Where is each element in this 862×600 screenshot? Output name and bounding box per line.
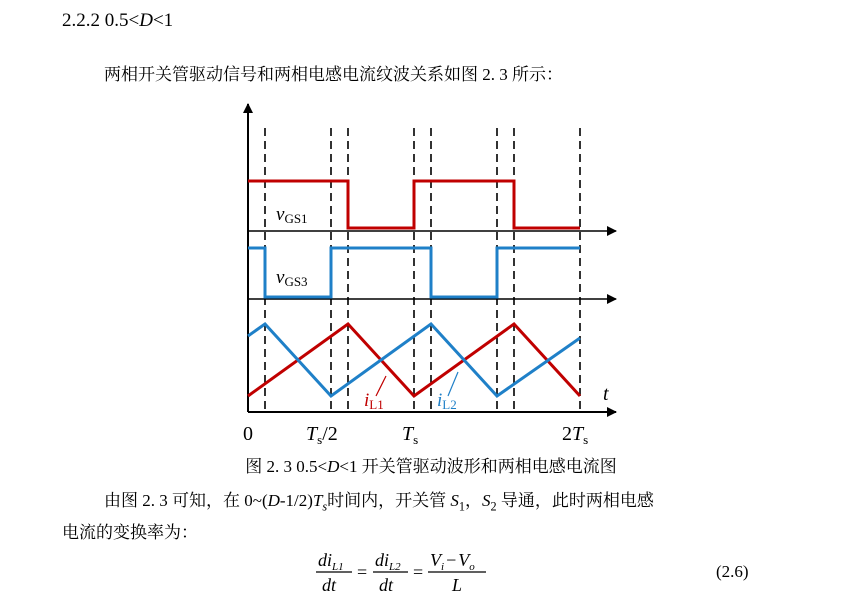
heading-text-end: <1 xyxy=(152,10,174,31)
tick-zero: 0 xyxy=(243,423,253,445)
il2-waveform xyxy=(248,324,580,396)
body-paragraph-line1: 由图 2. 3 可知，在 $0\sim(D-1/2)T_s$时间内，开关管 $S_1$，$S_2$ 导通，此时两相电感 xyxy=(104,491,654,514)
tick-period: $T_s$ xyxy=(402,423,419,447)
vgs1-label: vGS1 xyxy=(276,204,308,226)
il1-label: iL1 xyxy=(364,390,384,412)
tick-two-period: $2T_s$ xyxy=(562,423,589,447)
equation-number: (2.6) xyxy=(716,562,749,581)
eq-frac1-den: dt xyxy=(322,575,337,595)
eq-frac2-num: $di_{L2}$ xyxy=(375,550,401,573)
figure-caption: 图 2. 3 0.5<D<1 开关管驱动波形和两相电感电流图 xyxy=(245,457,617,476)
eq-frac3-num: $V_i - V_o$ xyxy=(430,550,475,573)
il1-pointer xyxy=(376,376,386,396)
vgs3-label: vGS3 xyxy=(276,267,308,289)
eq-equals-2: = xyxy=(413,562,424,582)
eq-frac3-den: L xyxy=(452,575,463,595)
tick-half-period: $T_s/2$ xyxy=(306,423,338,447)
heading-number: 2.2.2 xyxy=(62,10,100,31)
il2-pointer xyxy=(448,372,458,396)
intro-paragraph: 两相开关管驱动信号和两相电感电流纹波关系如图 2. 3 所示： xyxy=(104,65,563,84)
heading-variable: D xyxy=(139,10,153,31)
body-paragraph-line2: 电流的变换率为： xyxy=(62,523,198,542)
equation xyxy=(298,546,558,596)
eq-frac1-num: $di_{L1}$ xyxy=(318,550,344,573)
section-heading xyxy=(62,10,173,32)
waveform-figure xyxy=(236,100,630,452)
t-axis-label: t xyxy=(603,383,609,405)
il2-label: iL2 xyxy=(437,390,457,412)
heading-text: 0.5< xyxy=(104,10,140,31)
eq-frac2-den: dt xyxy=(379,575,394,595)
eq-equals-1: = xyxy=(357,562,368,582)
